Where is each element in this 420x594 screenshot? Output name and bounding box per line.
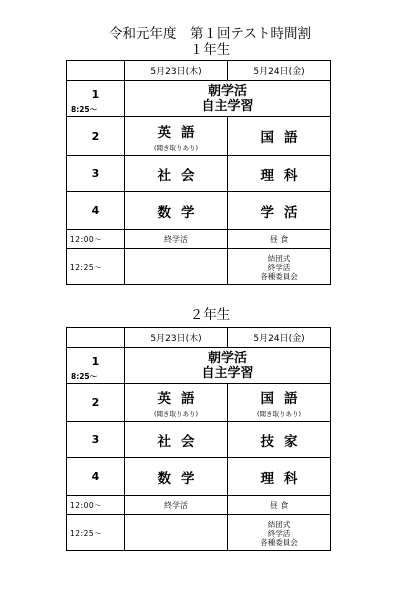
activity-line: 終学活 (267, 263, 291, 272)
activity-cell: 終学活 (125, 230, 228, 249)
period-number: 1 (91, 87, 100, 101)
time-row (67, 496, 331, 515)
corner-cell (67, 61, 125, 81)
subject: 英語 (157, 124, 205, 141)
activity-line: 各種委員会 (260, 272, 298, 281)
period-time: 8:25～ (71, 371, 98, 381)
time-label: 12:25～ (67, 515, 125, 551)
subject: 技家 (260, 433, 308, 450)
period-number: 2 (67, 117, 125, 156)
empty-cell (125, 249, 228, 285)
grade2-heading: ２年生 (189, 307, 231, 323)
activity-cell (228, 515, 331, 551)
time-label: 12:00～ (67, 230, 125, 249)
day2-header: 5月24日(金) (228, 328, 331, 348)
day1-header: 5月23日(木) (125, 328, 228, 348)
subject-cell (125, 422, 228, 458)
subject-cell (228, 458, 331, 496)
morning-activity (125, 81, 331, 117)
activity-line: 結団式 (267, 254, 291, 263)
corner-cell (67, 328, 125, 348)
activity-cell: 昼 食 (228, 230, 331, 249)
subject-cell (228, 156, 331, 192)
morning-line2: 自主学習 (201, 365, 254, 381)
header-row (67, 61, 331, 81)
subject: 理科 (260, 167, 308, 184)
subject-cell (125, 117, 228, 156)
period-row (67, 117, 331, 156)
subject-cell (125, 384, 228, 422)
grade2-timetable (66, 327, 331, 551)
subject-note: (聞き取りあり) (256, 410, 302, 418)
subject-note: (聞き取りあり) (153, 410, 199, 418)
period-number: 4 (67, 458, 125, 496)
subject: 学活 (260, 204, 308, 221)
subject: 国語 (260, 391, 308, 407)
subject-cell (228, 117, 331, 156)
morning-line1: 朝学活 (207, 350, 247, 366)
period-row (67, 384, 331, 422)
subject-cell (125, 192, 228, 230)
empty-cell (125, 515, 228, 551)
activity-line: 結団式 (267, 520, 291, 529)
activity-cell: 昼 食 (228, 496, 331, 515)
period-number: 1 (91, 354, 100, 368)
activity-cell (228, 249, 331, 285)
period-number: 2 (67, 384, 125, 422)
period-cell (67, 81, 125, 117)
subject: 国語 (260, 130, 308, 146)
subject-cell (125, 458, 228, 496)
grade1-heading: １年生 (189, 42, 231, 58)
day1-header: 5月23日(木) (125, 61, 228, 81)
subject: 英語 (157, 391, 205, 407)
subject-cell (228, 384, 331, 422)
morning-line2: 自主学習 (201, 98, 254, 114)
subject-cell (228, 192, 331, 230)
time-row (67, 515, 331, 551)
period-row (67, 81, 331, 117)
period-number: 4 (67, 192, 125, 230)
header-row (67, 328, 331, 348)
period-cell (67, 348, 125, 384)
period-number: 3 (67, 422, 125, 458)
activity-cell: 終学活 (125, 496, 228, 515)
subject: 理科 (260, 470, 308, 487)
morning-activity (125, 348, 331, 384)
morning-line1: 朝学活 (207, 83, 247, 99)
time-row (67, 249, 331, 285)
document-title: 令和元年度 第１回テスト時間割 (109, 26, 311, 42)
period-row (67, 458, 331, 496)
subject: 社会 (157, 167, 205, 184)
subject-note: (聞き取りあり) (153, 143, 199, 152)
subject: 社会 (157, 433, 205, 450)
period-number: 3 (67, 156, 125, 192)
activity-line: 各種委員会 (260, 538, 298, 547)
subject-cell (125, 156, 228, 192)
time-label: 12:00～ (67, 496, 125, 515)
period-row (67, 156, 331, 192)
period-row (67, 348, 331, 384)
subject: 数学 (157, 204, 205, 221)
time-label: 12:25～ (67, 249, 125, 285)
period-row (67, 192, 331, 230)
day2-header: 5月24日(金) (228, 61, 331, 81)
time-row (67, 230, 331, 249)
grade1-timetable (66, 60, 331, 285)
period-row (67, 422, 331, 458)
subject-cell (228, 422, 331, 458)
activity-line: 終学活 (267, 529, 291, 538)
period-time: 8:25～ (71, 104, 98, 114)
subject: 数学 (157, 470, 205, 487)
